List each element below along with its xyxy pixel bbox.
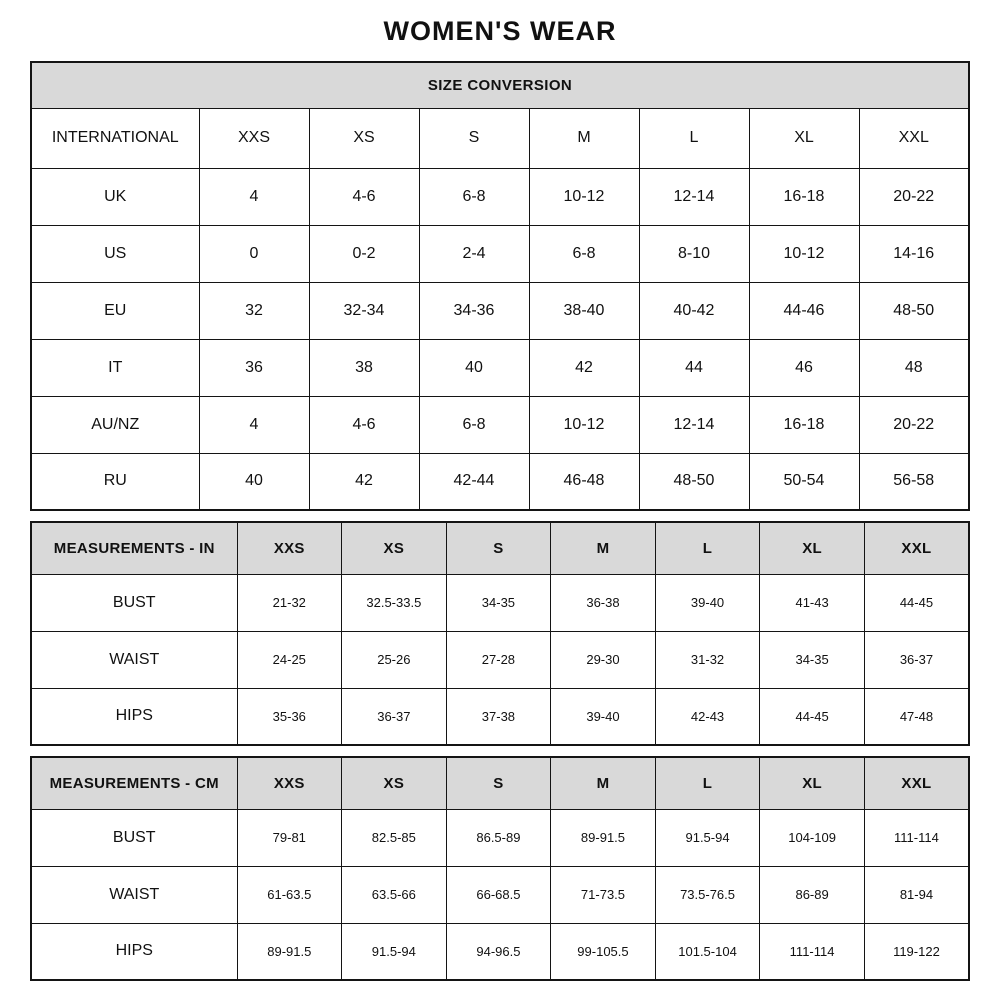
measurements_in-value: 25-26 bbox=[342, 631, 447, 688]
measurements_in-header-row bbox=[31, 522, 969, 574]
size_conversion-value: 38 bbox=[309, 339, 419, 396]
size_conversion-row-label-us: US bbox=[31, 225, 199, 282]
size_conversion-value: 4-6 bbox=[309, 168, 419, 225]
measurements_in-header-measurements-in: MEASUREMENTS - IN bbox=[31, 522, 237, 574]
measurements_cm-header-m: M bbox=[551, 757, 656, 809]
size_conversion-header-international: INTERNATIONAL bbox=[31, 108, 199, 168]
size_conversion-value: 46 bbox=[749, 339, 859, 396]
measurements_in-value: 41-43 bbox=[760, 574, 865, 631]
measurements_cm-value: 119-122 bbox=[864, 923, 969, 980]
size_conversion-row-label-ru: RU bbox=[31, 453, 199, 510]
size_conversion-value: 4 bbox=[199, 168, 309, 225]
measurements_in-value: 44-45 bbox=[760, 688, 865, 745]
size_conversion-value: 44-46 bbox=[749, 282, 859, 339]
measurements_cm-value: 73.5-76.5 bbox=[655, 866, 760, 923]
size_conversion-value: 42 bbox=[529, 339, 639, 396]
size_conversion-value: 40 bbox=[199, 453, 309, 510]
size_conversion-banner-title: SIZE CONVERSION bbox=[31, 62, 969, 108]
measurements_in-header-xs: XS bbox=[342, 522, 447, 574]
measurements_cm-row-bust bbox=[31, 809, 969, 866]
measurements_cm-value: 81-94 bbox=[864, 866, 969, 923]
size_conversion-value: 32 bbox=[199, 282, 309, 339]
measurements_in-value: 39-40 bbox=[655, 574, 760, 631]
size_conversion-value: 42-44 bbox=[419, 453, 529, 510]
measurements_cm-value: 63.5-66 bbox=[342, 866, 447, 923]
measurements-in-table bbox=[30, 521, 970, 746]
size_conversion-header-xxl: XXL bbox=[859, 108, 969, 168]
size_conversion-row-uk bbox=[31, 168, 969, 225]
size_conversion-row-label-au-nz: AU/NZ bbox=[31, 396, 199, 453]
size_conversion-value: 6-8 bbox=[529, 225, 639, 282]
measurements_cm-value: 111-114 bbox=[760, 923, 865, 980]
measurements_in-value: 29-30 bbox=[551, 631, 656, 688]
measurements_in-value: 36-37 bbox=[342, 688, 447, 745]
measurements_in-value: 34-35 bbox=[446, 574, 551, 631]
measurements_in-header-xxs: XXS bbox=[237, 522, 342, 574]
measurements_in-value: 39-40 bbox=[551, 688, 656, 745]
measurements_cm-value: 86.5-89 bbox=[446, 809, 551, 866]
measurements_cm-row-label-waist: WAIST bbox=[31, 866, 237, 923]
size_conversion-row-label-eu: EU bbox=[31, 282, 199, 339]
size_conversion-value: 40 bbox=[419, 339, 529, 396]
size_conversion-value: 20-22 bbox=[859, 396, 969, 453]
measurements_cm-value: 61-63.5 bbox=[237, 866, 342, 923]
measurements-cm-table-body bbox=[31, 757, 969, 980]
size_conversion-row-it bbox=[31, 339, 969, 396]
measurements_in-value: 36-38 bbox=[551, 574, 656, 631]
size_conversion-value: 40-42 bbox=[639, 282, 749, 339]
size_conversion-row-eu bbox=[31, 282, 969, 339]
measurements_cm-header-xs: XS bbox=[342, 757, 447, 809]
measurements_cm-value: 86-89 bbox=[760, 866, 865, 923]
size_conversion-header-xl: XL bbox=[749, 108, 859, 168]
size_conversion-row-label-it: IT bbox=[31, 339, 199, 396]
measurements_in-row-hips bbox=[31, 688, 969, 745]
size_conversion-value: 36 bbox=[199, 339, 309, 396]
measurements_in-value: 32.5-33.5 bbox=[342, 574, 447, 631]
measurements_cm-row-hips bbox=[31, 923, 969, 980]
measurements_cm-value: 71-73.5 bbox=[551, 866, 656, 923]
size_conversion-value: 42 bbox=[309, 453, 419, 510]
size_conversion-value: 0-2 bbox=[309, 225, 419, 282]
measurements_in-value: 34-35 bbox=[760, 631, 865, 688]
size_conversion-value: 48-50 bbox=[859, 282, 969, 339]
size_conversion-header-xs: XS bbox=[309, 108, 419, 168]
size_conversion-value: 6-8 bbox=[419, 396, 529, 453]
measurements_cm-value: 99-105.5 bbox=[551, 923, 656, 980]
measurements_cm-header-xxs: XXS bbox=[237, 757, 342, 809]
size_conversion-value: 44 bbox=[639, 339, 749, 396]
measurements_cm-header-measurements-cm: MEASUREMENTS - CM bbox=[31, 757, 237, 809]
measurements_in-value: 24-25 bbox=[237, 631, 342, 688]
measurements_in-value: 44-45 bbox=[864, 574, 969, 631]
size_conversion-value: 56-58 bbox=[859, 453, 969, 510]
size_conversion-value: 20-22 bbox=[859, 168, 969, 225]
size_conversion-header-xxs: XXS bbox=[199, 108, 309, 168]
measurements_cm-row-label-hips: HIPS bbox=[31, 923, 237, 980]
measurements_cm-value: 89-91.5 bbox=[237, 923, 342, 980]
size_conversion-value: 48-50 bbox=[639, 453, 749, 510]
measurements_cm-value: 89-91.5 bbox=[551, 809, 656, 866]
measurements-cm-table bbox=[30, 756, 970, 981]
size_conversion-value: 34-36 bbox=[419, 282, 529, 339]
measurements_cm-value: 111-114 bbox=[864, 809, 969, 866]
size_conversion-row-au-nz bbox=[31, 396, 969, 453]
measurements_cm-header-l: L bbox=[655, 757, 760, 809]
measurements-in-table-body bbox=[31, 522, 969, 745]
measurements_cm-value: 66-68.5 bbox=[446, 866, 551, 923]
size_conversion-banner-row bbox=[31, 62, 969, 108]
measurements_cm-value: 94-96.5 bbox=[446, 923, 551, 980]
size_conversion-value: 2-4 bbox=[419, 225, 529, 282]
size_conversion-value: 0 bbox=[199, 225, 309, 282]
size_conversion-value: 10-12 bbox=[749, 225, 859, 282]
measurements_cm-header-row bbox=[31, 757, 969, 809]
measurements_cm-value: 101.5-104 bbox=[655, 923, 760, 980]
measurements_cm-value: 91.5-94 bbox=[655, 809, 760, 866]
measurements_in-row-label-bust: BUST bbox=[31, 574, 237, 631]
measurements_cm-header-xxl: XXL bbox=[864, 757, 969, 809]
size_conversion-value: 16-18 bbox=[749, 168, 859, 225]
measurements_in-row-label-hips: HIPS bbox=[31, 688, 237, 745]
measurements_cm-value: 82.5-85 bbox=[342, 809, 447, 866]
size_conversion-value: 48 bbox=[859, 339, 969, 396]
measurements_in-header-l: L bbox=[655, 522, 760, 574]
measurements_cm-value: 91.5-94 bbox=[342, 923, 447, 980]
size_conversion-value: 10-12 bbox=[529, 168, 639, 225]
size-conversion-table-body bbox=[31, 62, 969, 510]
measurements_cm-header-s: S bbox=[446, 757, 551, 809]
measurements_in-header-m: M bbox=[551, 522, 656, 574]
size_conversion-value: 6-8 bbox=[419, 168, 529, 225]
measurements_in-value: 27-28 bbox=[446, 631, 551, 688]
size_conversion-value: 4-6 bbox=[309, 396, 419, 453]
measurements_cm-header-xl: XL bbox=[760, 757, 865, 809]
measurements_in-value: 42-43 bbox=[655, 688, 760, 745]
size_conversion-value: 8-10 bbox=[639, 225, 749, 282]
size_conversion-row-ru bbox=[31, 453, 969, 510]
measurements_in-row-label-waist: WAIST bbox=[31, 631, 237, 688]
measurements_in-header-s: S bbox=[446, 522, 551, 574]
measurements_in-header-xxl: XXL bbox=[864, 522, 969, 574]
page-title: WOMEN'S WEAR bbox=[383, 16, 617, 46]
measurements_cm-value: 79-81 bbox=[237, 809, 342, 866]
size_conversion-header-s: S bbox=[419, 108, 529, 168]
measurements_in-value: 35-36 bbox=[237, 688, 342, 745]
size_conversion-row-us bbox=[31, 225, 969, 282]
size_conversion-value: 16-18 bbox=[749, 396, 859, 453]
measurements_in-row-waist bbox=[31, 631, 969, 688]
size_conversion-value: 46-48 bbox=[529, 453, 639, 510]
measurements_in-row-bust bbox=[31, 574, 969, 631]
size-conversion-table bbox=[30, 61, 970, 511]
size_conversion-value: 50-54 bbox=[749, 453, 859, 510]
size_conversion-value: 10-12 bbox=[529, 396, 639, 453]
measurements_cm-row-waist bbox=[31, 866, 969, 923]
size_conversion-value: 12-14 bbox=[639, 396, 749, 453]
size_conversion-header-m: M bbox=[529, 108, 639, 168]
measurements_cm-row-label-bust: BUST bbox=[31, 809, 237, 866]
size_conversion-value: 14-16 bbox=[859, 225, 969, 282]
measurements_in-header-xl: XL bbox=[760, 522, 865, 574]
measurements_in-value: 37-38 bbox=[446, 688, 551, 745]
measurements_in-value: 36-37 bbox=[864, 631, 969, 688]
measurements_in-value: 31-32 bbox=[655, 631, 760, 688]
size_conversion-value: 12-14 bbox=[639, 168, 749, 225]
measurements_cm-value: 104-109 bbox=[760, 809, 865, 866]
measurements_in-value: 21-32 bbox=[237, 574, 342, 631]
size_conversion-header-row bbox=[31, 108, 969, 168]
size_conversion-header-l: L bbox=[639, 108, 749, 168]
size_conversion-row-label-uk: UK bbox=[31, 168, 199, 225]
size_conversion-value: 38-40 bbox=[529, 282, 639, 339]
measurements_in-value: 47-48 bbox=[864, 688, 969, 745]
size_conversion-value: 4 bbox=[199, 396, 309, 453]
size_conversion-value: 32-34 bbox=[309, 282, 419, 339]
